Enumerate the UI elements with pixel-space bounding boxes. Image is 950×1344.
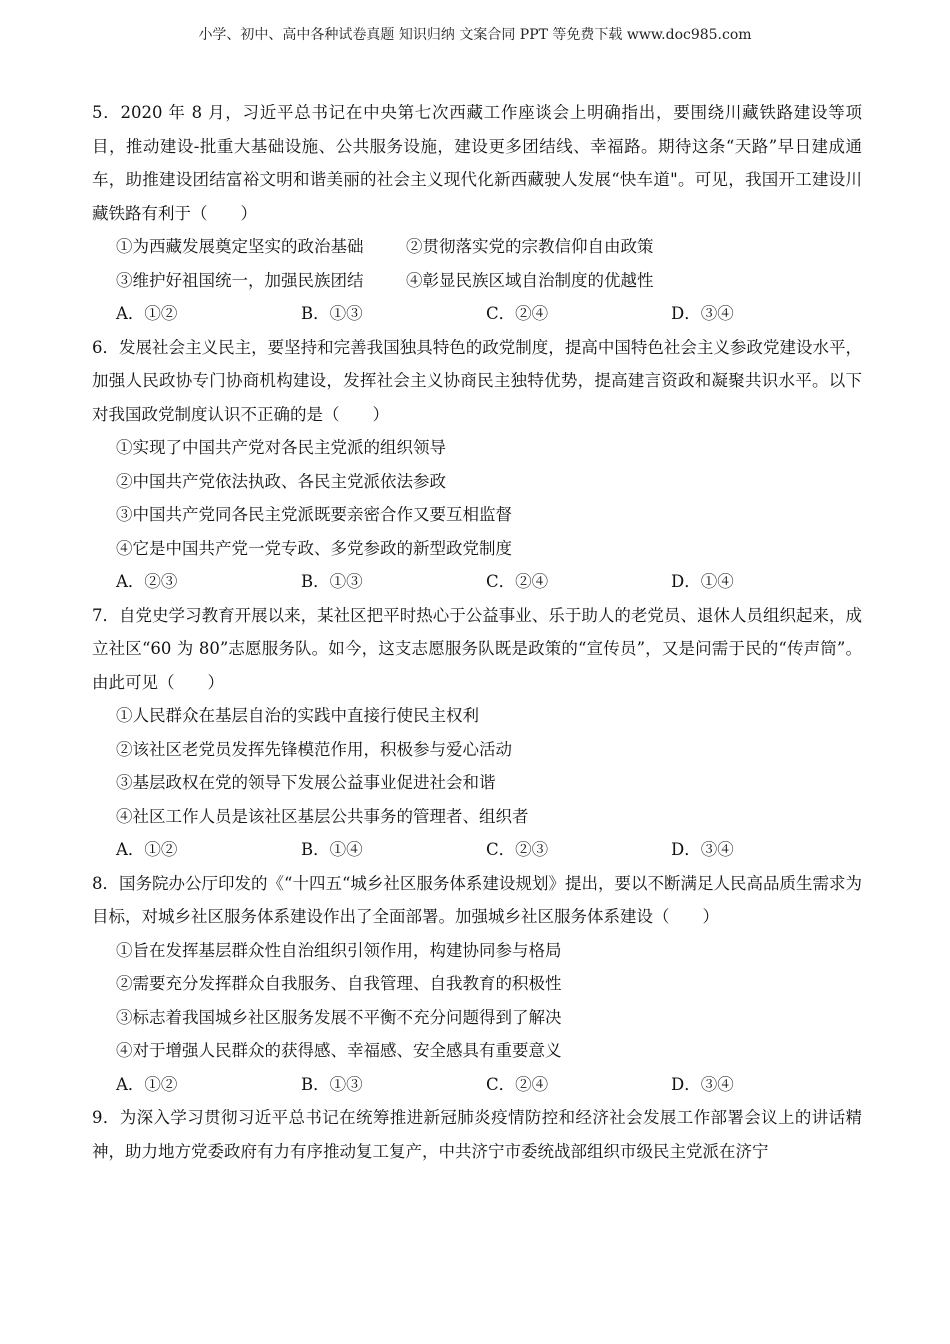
choice-a: A．①② bbox=[116, 840, 178, 859]
document-body bbox=[92, 96, 862, 1168]
statement: ②中国共产党依法执政、各民主党派依法参政 bbox=[116, 471, 446, 491]
choice-d: D．③④ bbox=[671, 304, 734, 323]
statement: ①人民群众在基层自治的实践中直接行使民主权利 bbox=[116, 706, 479, 725]
choice-c: C．②④ bbox=[486, 1074, 549, 1094]
statement: ②需要充分发挥群众自我服务、自我管理、自我教育的积极性 bbox=[116, 974, 562, 993]
statement-row bbox=[92, 230, 862, 264]
choice-a: A．①② bbox=[116, 304, 178, 323]
statement-row bbox=[92, 264, 862, 298]
choice-b: B．①③ bbox=[301, 1074, 363, 1094]
statement: ④彰显民族区域自治制度的优越性 bbox=[406, 270, 654, 290]
answer-choices bbox=[92, 565, 862, 599]
question-stem: 6．发展社会主义民主，要坚持和完善我国独具特色的政党制度，提高中国特色社会主义参政党建设水平，加强人民政协专门协商机构建设，发挥社会主义协商民主独特优势，提高建言资政和凝聚共识水平。以下对我国政党制度认识不正确的是（ ） bbox=[92, 337, 862, 424]
question-stem: 7．自党史学习教育开展以来，某社区把平时热心于公益事业、乐于助人的老党员、退休人员组织起来，成立社区“60 为 80”志愿服务队。如今，这支志愿服务队既是政策的“宣传员”，又是问需于民的“传声筒”。由此可见（ ） bbox=[92, 605, 862, 692]
statement: ③基层政权在党的领导下发展公益事业促进社会和谐 bbox=[116, 773, 496, 792]
choice-a: A．②③ bbox=[116, 572, 178, 591]
question-stem: 5．2020 年 8 月，习近平总书记在中央第七次西藏工作座谈会上明确指出，要围绕川藏铁路建设等项目，推动建设-批重大基础设施、公共服务设施，建设更多团结线、幸福路。期待这条“天路”早日建成通车，助推建设团结富裕文明和谐美丽的社会主义现代化新西藏驶人发展“快车道"。可见，我国开工建设川藏铁路有利于（ ） bbox=[92, 103, 862, 223]
question-9 bbox=[92, 1101, 862, 1168]
statement: ②该社区老党员发挥先锋模范作用，积极参与爱心活动 bbox=[116, 739, 512, 759]
page-header: 小学、初中、高中各种试卷真题 知识归纳 文案合同 PPT 等免费下载 www.doc985.com bbox=[198, 27, 752, 43]
statement: ③标志着我国城乡社区服务发展不平衡不充分问题得到了解决 bbox=[116, 1007, 562, 1027]
statement: ④社区工作人员是该社区基层公共事务的管理者、组织者 bbox=[116, 806, 529, 826]
choice-b: B．①④ bbox=[301, 840, 363, 859]
question-8 bbox=[92, 867, 862, 1102]
question-7 bbox=[92, 599, 862, 867]
choice-a: A．①② bbox=[116, 1074, 178, 1094]
choice-d: D．①④ bbox=[671, 572, 734, 591]
answer-choices bbox=[92, 297, 862, 331]
statement: ①旨在发挥基层群众性自治组织引领作用，构建协同参与格局 bbox=[116, 940, 562, 960]
statement: ②贯彻落实党的宗教信仰自由政策 bbox=[406, 237, 654, 256]
question-6 bbox=[92, 331, 862, 599]
statement: ①为西藏发展奠定坚实的政治基础 bbox=[116, 237, 364, 256]
choice-c: C．②④ bbox=[486, 304, 549, 323]
choice-d: D．③④ bbox=[671, 840, 734, 859]
choice-b: B．①③ bbox=[301, 572, 363, 591]
answer-choices bbox=[92, 1068, 862, 1102]
answer-choices bbox=[92, 833, 862, 867]
statement: ③维护好祖国统一，加强民族团结 bbox=[116, 270, 364, 290]
question-5 bbox=[92, 96, 862, 331]
statement: ④对于增强人民群众的获得感、幸福感、安全感具有重要意义 bbox=[116, 1041, 562, 1060]
choice-c: C．②③ bbox=[486, 840, 549, 859]
question-stem: 8．国务院办公厅印发的《“十四五“城乡社区服务体系建设规划》提出，要以不断满足人民高品质生需求为目标，对城乡社区服务体系建设作出了全面部署。加强城乡社区服务体系建设（ ） bbox=[92, 873, 862, 926]
statement: ④它是中国共产党一党专政、多党参政的新型政党制度 bbox=[116, 538, 512, 558]
statement: ③中国共产党同各民主党派既要亲密合作又要互相监督 bbox=[116, 505, 512, 524]
choice-c: C．②④ bbox=[486, 572, 549, 591]
choice-d: D．③④ bbox=[671, 1074, 734, 1094]
statement: ①实现了中国共产党对各民主党派的组织领导 bbox=[116, 438, 446, 457]
choice-b: B．①③ bbox=[301, 304, 363, 323]
question-stem: 9．为深入学习贯彻习近平总书记在统筹推进新冠肺炎疫情防控和经济社会发展工作部署会议上的讲话精神，助力地方党委政府有力有序推动复工复产，中共济宁市委统战部组织市级民主党派在济宁 bbox=[92, 1108, 862, 1161]
